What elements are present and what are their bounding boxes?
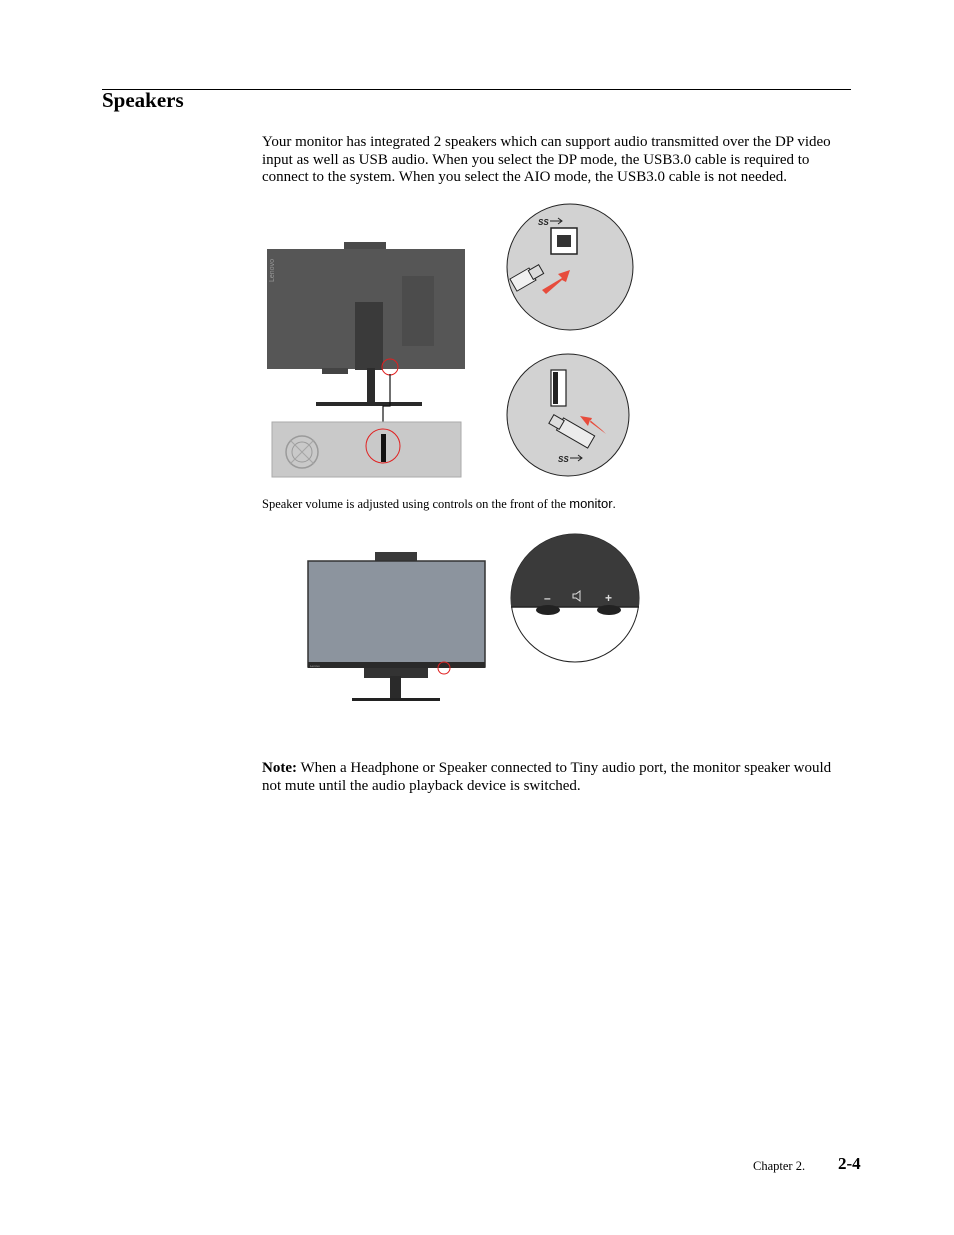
monitor-front-screen bbox=[308, 561, 485, 667]
heading-rule bbox=[102, 89, 851, 90]
monitor-stand-base bbox=[316, 402, 422, 406]
monitor-front-base bbox=[352, 698, 440, 701]
monitor-front-camera bbox=[375, 552, 417, 561]
volume-caption bbox=[262, 496, 616, 512]
intro-paragraph: Your monitor has integrated 2 speakers which can support audio transmitted over the DP video input as well as USB audio. When you select the DP mode, the USB3.0 cable is required to connect to the system. When you select the AIO mode, the USB3.0 cable is not needed. bbox=[262, 134, 831, 186]
note-text: When a Headphone or Speaker connected to Tiny audio port, the monitor speaker would not mute until the audio playback device is switched. bbox=[262, 760, 832, 794]
footer-page-number: 2-4 bbox=[838, 1154, 861, 1173]
monitor-front-brand: Lenovo bbox=[310, 664, 320, 668]
usb-ss-logo-top: SS bbox=[538, 218, 549, 227]
monitor-front-bezel bbox=[308, 662, 485, 668]
usb-ss-logo-bottom: SS bbox=[558, 455, 569, 464]
section-title: Speakers bbox=[102, 88, 184, 112]
note-paragraph bbox=[262, 760, 854, 795]
monitor-top-camera bbox=[344, 242, 386, 250]
footer-chapter: Chapter 2. bbox=[753, 1159, 806, 1173]
caption-emphasis: monitor bbox=[569, 496, 613, 511]
volume-down-button[interactable]: – bbox=[544, 591, 551, 605]
volume-controls-figure bbox=[300, 530, 650, 710]
usb-b-inset bbox=[507, 204, 633, 330]
volume-up-button[interactable]: + bbox=[605, 591, 613, 605]
monitor-brand-vertical: Lenovo bbox=[269, 259, 276, 282]
caption-end: . bbox=[612, 497, 616, 511]
note-label: Note: bbox=[262, 760, 297, 776]
caption-text: Speaker volume is adjusted using controls on the front of the bbox=[262, 497, 570, 511]
usb-connection-figure bbox=[262, 198, 642, 482]
